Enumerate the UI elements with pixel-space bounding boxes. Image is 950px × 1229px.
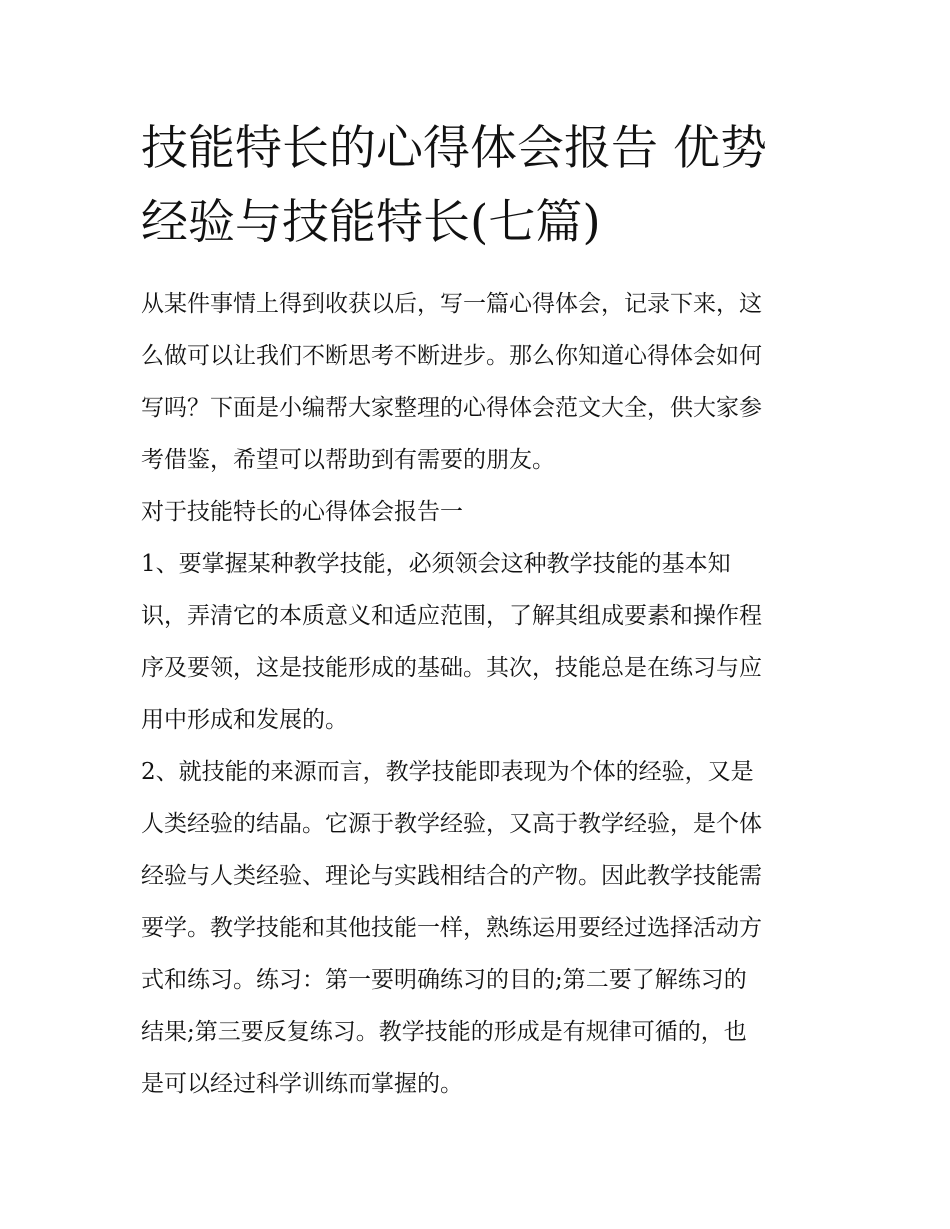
- document-title: [141, 112, 821, 260]
- paragraph-line: 写吗？下面是小编帮大家整理的心得体会范文大全，供大家参: [141, 395, 762, 421]
- paragraph-line: 1、要掌握某种教学技能，必须领会这种教学技能的基本知: [141, 551, 731, 577]
- paragraph-line: 人类经验的结晶。它源于教学经验，又高于教学经验，是个体: [141, 811, 762, 837]
- paragraph-line: 结果;第三要反复练习。教学技能的形成是有规律可循的，也: [141, 1019, 747, 1045]
- section-heading: [141, 486, 821, 538]
- numbered-paragraph-2: [141, 746, 821, 1110]
- paragraph-line: 考借鉴，希望可以帮助到有需要的朋友。: [141, 447, 555, 473]
- paragraph-line: 经验与人类经验、理论与实践相结合的产物。因此教学技能需: [141, 863, 762, 889]
- paragraph-line: 式和练习。练习：第一要明确练习的目的;第二要了解练习的: [141, 967, 747, 993]
- paragraph-line: 么做可以让我们不断思考不断进步。那么你知道心得体会如何: [141, 343, 762, 369]
- paragraph-line: 用中形成和发展的。: [141, 707, 348, 733]
- paragraph-line: 要学。教学技能和其他技能一样，熟练运用要经过选择活动方: [141, 915, 762, 941]
- paragraph-line: 序及要领，这是技能形成的基础。其次，技能总是在练习与应: [141, 655, 762, 681]
- paragraph-line: 2、就技能的来源而言，教学技能即表现为个体的经验，又是: [141, 759, 754, 785]
- title-line: 技能特长的心得体会报告 优势: [141, 121, 767, 176]
- intro-paragraph: [141, 278, 821, 486]
- paragraph-line: 是可以经过科学训练而掌握的。: [141, 1071, 463, 1097]
- paragraph-line: 识，弄清它的本质意义和适应范围，了解其组成要素和操作程: [141, 603, 762, 629]
- paragraph-line: 从某件事情上得到收获以后，写一篇心得体会，记录下来，这: [141, 291, 762, 317]
- section-heading-text: 对于技能特长的心得体会报告一: [141, 499, 463, 525]
- title-line: 经验与技能特长(七篇): [141, 195, 601, 250]
- numbered-paragraph-1: [141, 538, 821, 746]
